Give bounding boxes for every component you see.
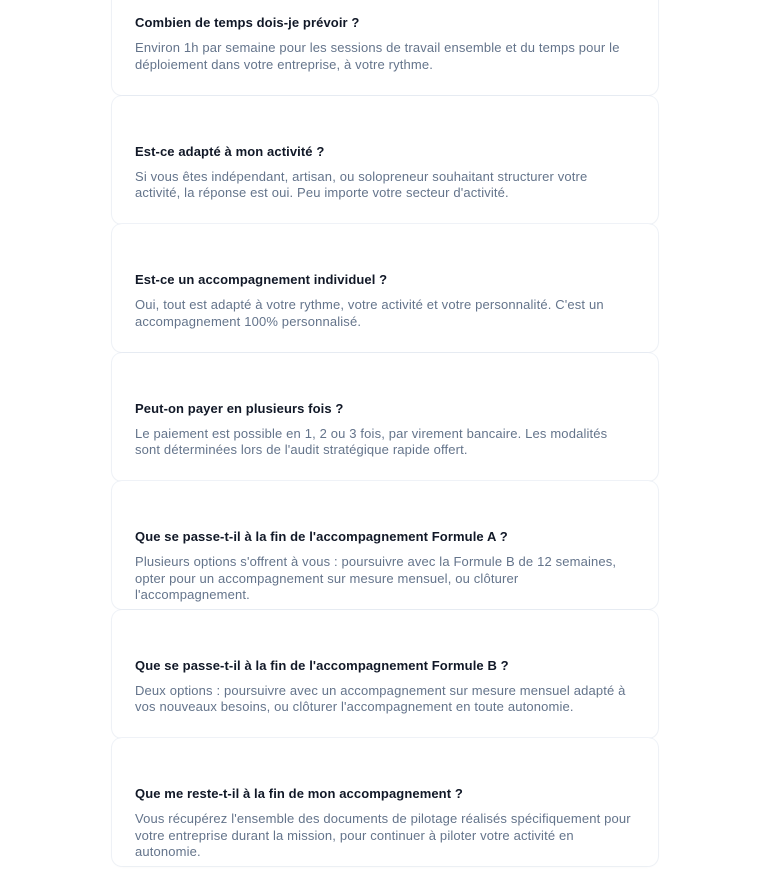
- faq-answer: Si vous êtes indépendant, artisan, ou solopreneur souhaitant structurer votre activité, la réponse est oui. Peu importe votre secteur d'activité.: [135, 168, 588, 200]
- faq-question: Que se passe-t-il à la fin de l'accompagnement Formule B ?: [135, 657, 509, 673]
- faq-answer: Oui, tout est adapté à votre rythme, votre activité et votre personnalité. C'est un accompagnement 100% personnalisé.: [135, 297, 604, 329]
- faq-item-installment-payment: [112, 353, 658, 481]
- faq-answer: Deux options : poursuivre avec un accompagnement sur mesure mensuel adapté à vos nouveaux besoins, ou clôturer l'accompagnement en toute autonomie.: [135, 682, 626, 714]
- faq-item-time-commitment: [112, 0, 658, 95]
- faq-list: [112, 0, 658, 867]
- faq-item-end-formula-a: [112, 481, 658, 609]
- faq-question: Est-ce adapté à mon activité ?: [135, 143, 325, 159]
- faq-question: Que me reste-t-il à la fin de mon accompagnement ?: [135, 786, 463, 801]
- faq-answer: Plusieurs options s'offrent à vous : poursuivre avec la Formule B de 12 semaines, opter pour un accompagnement sur mesure mensuel, ou clôturer l'accompagnement.: [135, 554, 617, 602]
- faq-question: Combien de temps dois-je prévoir ?: [135, 15, 360, 30]
- faq-answer: Environ 1h par semaine pour les sessions de travail ensemble et du temps pour le déploiement dans votre entreprise, à votre rythme.: [135, 40, 620, 72]
- faq-item-activity-fit: [112, 96, 658, 224]
- faq-item-deliverables: [112, 738, 658, 866]
- faq-question: Que se passe-t-il à la fin de l'accompagnement Formule A ?: [135, 529, 508, 544]
- faq-answer: Le paiement est possible en 1, 2 ou 3 fois, par virement bancaire. Les modalités sont déterminées lors de l'audit stratégique rapide offert.: [135, 425, 608, 457]
- faq-item-end-formula-b: [112, 610, 658, 738]
- faq-question: Est-ce un accompagnement individuel ?: [135, 272, 388, 287]
- faq-answer: Vous récupérez l'ensemble des documents de pilotage réalisés spécifiquement pour votre entreprise durant la mission, pour continuer à piloter votre activité en autonomie.: [135, 811, 631, 859]
- faq-question: Peut-on payer en plusieurs fois ?: [135, 400, 344, 416]
- faq-item-individual-coaching: [112, 224, 658, 352]
